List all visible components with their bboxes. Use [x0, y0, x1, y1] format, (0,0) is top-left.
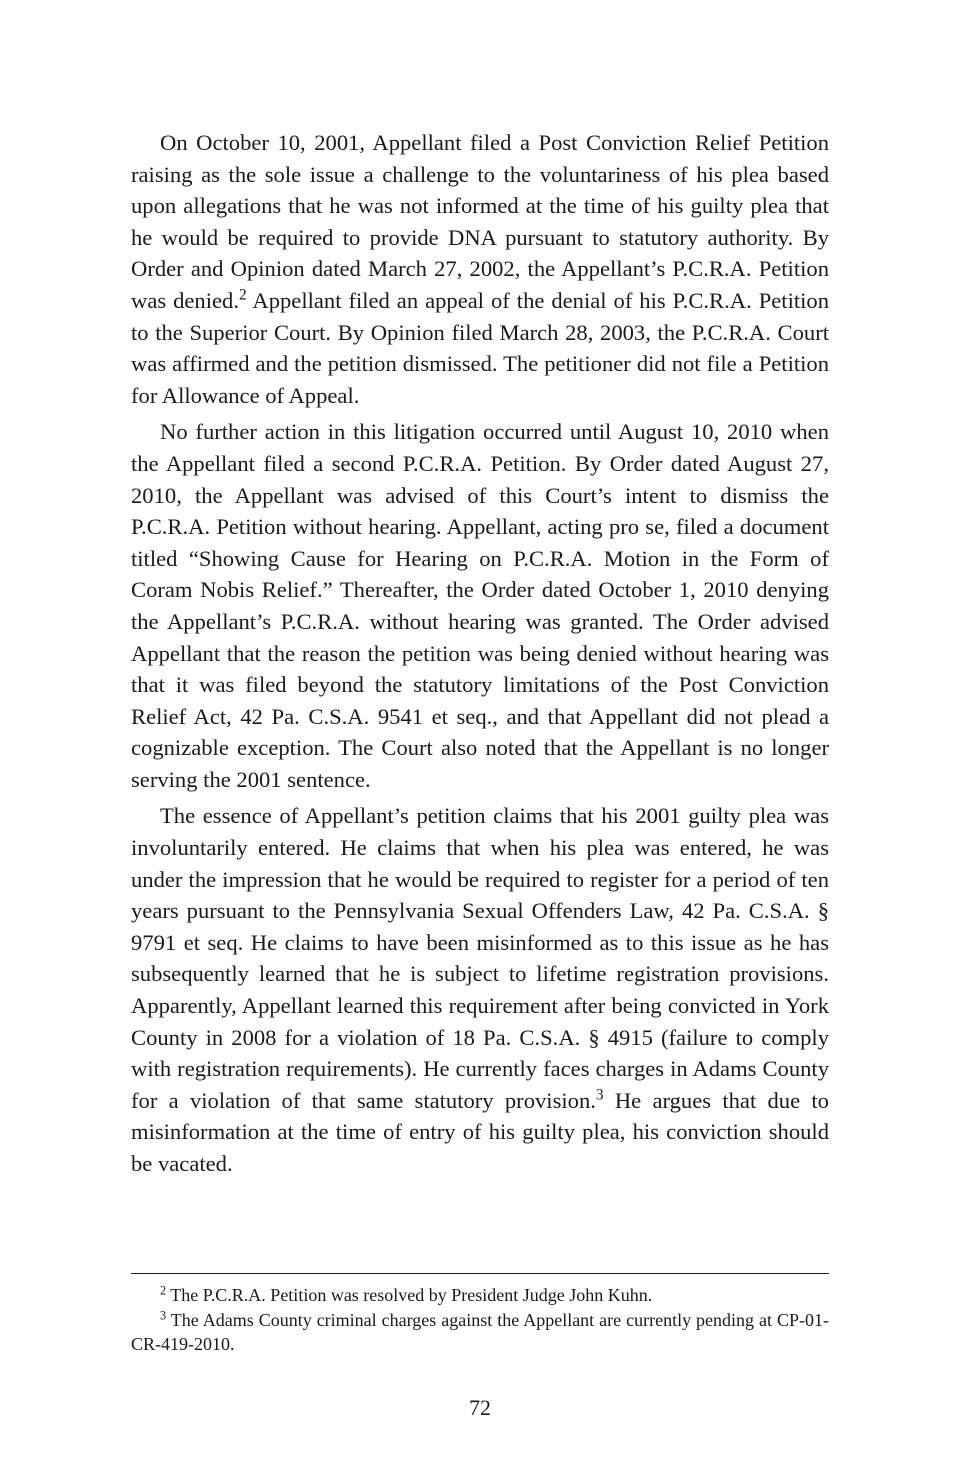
paragraph-text: Appellant filed an appeal of the denial of his P.C.R.A. Petition to the Superior Court. By Opinion filed March 28, 2003, the P.C.R.A. Court was affirmed and the petition dismissed. The petitioner did not file a Petition for Allowance of Appeal.	[131, 287, 829, 408]
footnote-number: 3	[160, 1307, 167, 1322]
footnote	[131, 1308, 829, 1357]
footnote-divider	[131, 1273, 829, 1274]
paragraph-petition-claims	[131, 800, 829, 1179]
footnotes	[131, 1283, 829, 1357]
opinion-body	[131, 127, 829, 1185]
paragraph-pcra-history	[131, 127, 829, 411]
footnote-text: The Adams County criminal charges against the Appellant are currently pending at CP-01-CR-419-2010.	[131, 1309, 829, 1354]
paragraph-text: He argues that due to misinformation at the time of entry of his guilty plea, his conviction should be vacated.	[131, 1087, 829, 1176]
paragraph-text: On October 10, 2001, Appellant filed a Post Conviction Relief Petition raising as the sole issue a challenge to the voluntariness of his plea based upon allegations that he was not informed at the time of his guilty plea that he would be required to provide DNA pursuant to statutory authority. By Order and Opinion dated March 27, 2002, the Appellant’s P.C.R.A. Petition was denied.	[131, 130, 829, 313]
paragraph-text: The essence of Appellant’s petition claims that his 2001 guilty plea was involuntarily entered. He claims that when his plea was entered, he was under the impression that he would be required to register for a period of ten years pursuant to the Pennsylvania Sexual Offenders Law, 42 Pa. C.S.A. § 9791 et seq. He claims to have been misinformed as to this issue as he has subsequently learned that he is subject to lifetime registration provisions. Apparently, Appellant learned this requirement after being convicted in York County in 2008 for a violation of 18 Pa. C.S.A. § 4915 (failure to comply with registration requirements). He currently faces charges in Adams County for a violation of that same statutory provision.	[131, 803, 829, 1113]
footnote-number: 2	[160, 1283, 167, 1298]
footnote	[131, 1283, 829, 1308]
paragraph-second-petition	[131, 416, 829, 795]
footnote-reference[interactable]: 2	[238, 286, 247, 304]
page-number: 72	[469, 1395, 491, 1420]
footnote-reference[interactable]: 3	[595, 1086, 604, 1104]
paragraph-text: No further action in this litigation occurred until August 10, 2010 when the Appellant filed a second P.C.R.A. Petition. By Order dated August 27, 2010, the Appellant was advised of this Court’s intent to dismiss the P.C.R.A. Petition without hearing. Appellant, acting pro se, filed a document titled “Showing Cause for Hearing on P.C.R.A. Motion in the Form of Coram Nobis Relief.” Thereafter, the Order dated October 1, 2010 denying the Appellant’s P.C.R.A. without hearing was granted. The Order advised Appellant that the reason the petition was being denied without hearing was that it was filed beyond the statutory limitations of the Post Conviction Relief Act, 42 Pa. C.S.A. 9541 et seq., and that Appellant did not plead a cognizable exception. The Court also noted that the Appellant is no longer serving the 2001 sentence.	[131, 419, 829, 792]
footnote-text: The P.C.R.A. Petition was resolved by President Judge John Kuhn.	[166, 1285, 653, 1305]
